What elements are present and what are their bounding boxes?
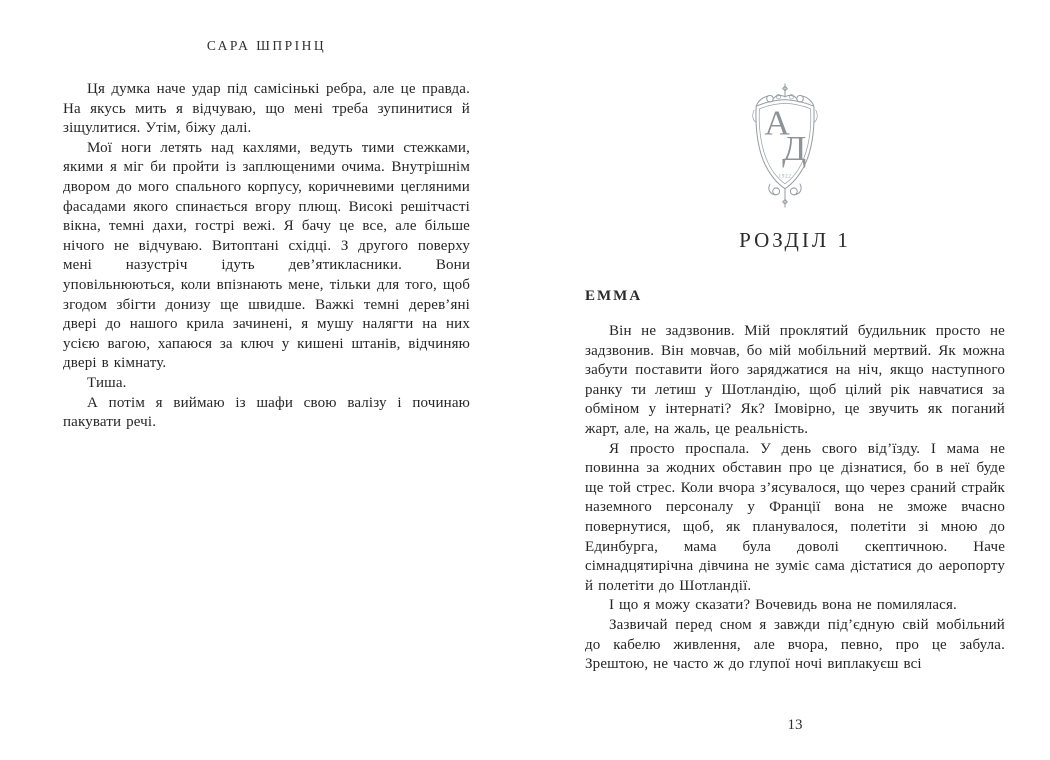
school-crest-shield-icon [739, 80, 831, 211]
chapter-emblem [585, 80, 1005, 216]
body-paragraph: Зазвичай перед сном я завжди під’єдную свій мобільний до кабелю живлення, але вчора, певно, про це забула. Зрештою, не часто ж до глупої ночі виплакуєш всі [585, 616, 1005, 673]
crest-letter-d: Д [782, 127, 807, 168]
right-page-body-text [585, 322, 1005, 675]
book-page-right [585, 0, 1005, 760]
body-paragraph: Він не задзвонив. Мій проклятий будильник просто не задзвонив. Він мовчав, бо мій мобільний мертвий. Як можна забути поставити його заряджатися на ніч, якщо наступного ранку ти летиш у Шотландію, щоб цілий рік навчатися за обміном у інтернаті? Як? Імовірно, це звучить як поганий жарт, але, на жаль, це реальність. [585, 323, 1005, 437]
body-paragraph: Тиша. [87, 374, 127, 391]
crest-year: 1922 [778, 173, 792, 180]
body-paragraph: Я просто проспала. У день свого від’їзду. І мама не повинна за жодних обставин про це дізнатися, бо в неї буде ще той стрес. Коли вчора з’ясувалося, що через сраний страйк наземного персоналу у Франції вона не зможе вчасно повернутися, щоб, як планувалося, полетіти зі мною до Единбурга, мама була доволі скептичною. Наче сімнадцятирічна дівчина не зуміє сама дістатися до аеропорту й полетіти до Шотландії. [585, 440, 1005, 594]
body-paragraph: Ця думка наче удар під самісінькі ребра, але це правда. На якусь мить я відчуваю, що мені треба зупинитися й зіщулитися. Утім, біжу далі. [63, 81, 470, 137]
crest-letter-a: А [764, 102, 790, 143]
book-page-left [63, 0, 470, 760]
pov-character-heading: ЕММА [585, 288, 643, 304]
body-paragraph: І що я можу сказати? Вочевидь вона не помилялася. [609, 597, 957, 614]
page-number: 13 [787, 717, 803, 733]
chapter-title: РОЗДІЛ 1 [739, 228, 851, 252]
left-page-body-text [63, 80, 470, 433]
body-paragraph: Мої ноги летять над кахлями, ведуть тими стежками, якими я міг би пройти із заплющеними очима. Внутрішнім двором до мого спального корпусу, коричневими цегляними фасадами якого спинається вгору плющ. Високі решітчасті вікна, темні дахи, гострі вежі. Я бачу це все, але більше нічого не відчуваю. Витоптані східці. З другого поверху мені назустріч ідуть дев’ятикласники. Вони уповільнюються, коли впізнають мене, тільки для того, щоб згодом збігти донизу ще швидше. Важкі темні дерев’яні двері до нашого крила зачинені, я мушу налягти на них усією вагою, хапаюся за ключ у кишені штанів, відчиняю двері в кімнату. [63, 139, 470, 372]
running-head-author: САРА ШПРІНЦ [206, 38, 327, 53]
body-paragraph: А потім я виймаю із шафи свою валізу і починаю пакувати речі. [63, 394, 470, 431]
